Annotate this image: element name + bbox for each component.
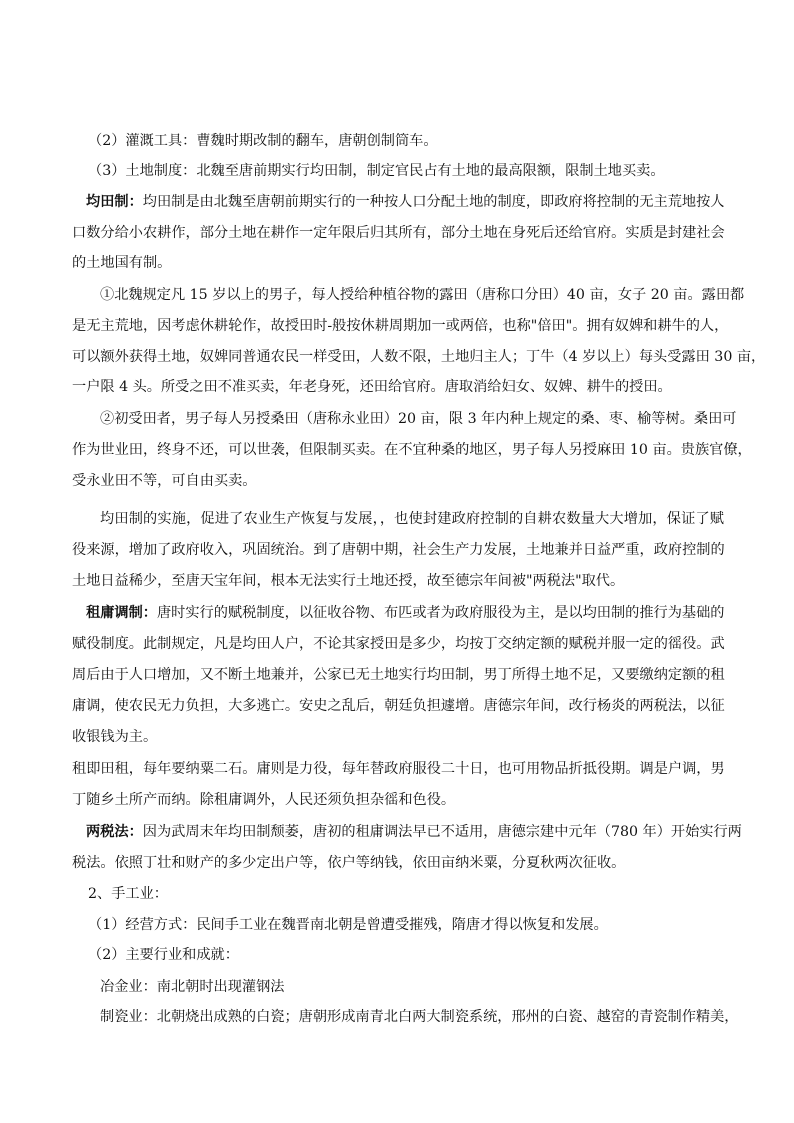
liangshui-line: 税法。依照丁壮和财产的多少定出户等，依户等纳钱，依田亩纳米粟，分夏秋两次征收。: [72, 855, 626, 871]
juntian-term: 均田制：: [86, 194, 143, 210]
irrigation-line: （2）灌溉工具：曹魏时期改制的翻车，唐朝创制筒车。: [88, 133, 438, 149]
para2-line: 作为世业田，终身不还，可以世袭，但限制买卖。在不宜种桑的地区，男子每人另授麻田 10 亩。贵族官僚，: [72, 442, 752, 458]
juntian-line: 口数分给小农耕作，部分土地在耕作一定年限后归其所有，部分土地在身死后还给官府。实质是封建社会: [72, 225, 725, 241]
para3-line: 役来源，增加了政府收入，巩固统治。到了唐朝中期，社会生产力发展，土地兼并日益严重，政府控制的: [72, 542, 725, 558]
zuyongdiao-term: 租庸调制：: [86, 605, 157, 621]
zuyongdiao-text: 唐时实行的赋税制度，以征收谷物、布匹或者为政府服役为主，是以均田制的推行为基础的: [156, 605, 725, 621]
land-system-line: （3）土地制度：北魏至唐前期实行均田制，制定官民占有土地的最高限额，限制土地买卖。: [88, 163, 665, 179]
liangshui-definition-line: [86, 823, 742, 841]
zuyongdiao-line: 庸调，使农民无力负担，大多逃亡。安史之乱后，朝廷负担遽增。唐德宗年间，改行杨炎的两税法，以征: [72, 698, 725, 714]
zuyongdiao-line: 赋役制度。此制规定，凡是均田人户，不论其家授田是多少，均按丁交纳定额的赋税并服一定的徭役。武: [72, 636, 725, 652]
para2-line: ②初受田者，男子每人另授桑田（唐称永业田）20 亩，限 3 年内种上规定的桑、枣、榆等树。桑田可: [100, 411, 737, 427]
management-line: （1）经营方式：民间手工业在魏晋南北朝是曾遭受摧残，隋唐才得以恢复和发展。: [88, 917, 608, 933]
juntian-definition-line: [86, 193, 724, 211]
porcelain-line: 制瓷业：北朝烧出成熟的白瓷；唐朝形成南青北白两大制瓷系统，邢州的白瓷、越窑的青瓷制作精美，: [100, 1009, 739, 1025]
para2-line: 受永业田不等，可自由买卖。: [72, 473, 257, 489]
juntian-line: 的土地国有制。: [72, 255, 172, 271]
zu-line: 租即田租，每年要纳粟二石。庸则是力役，每年替政府服役二十日，也可用物品折抵役期。调是户调，男: [72, 761, 725, 777]
zuyongdiao-line: 收银钱为主。: [72, 729, 158, 745]
para1-line: 可以额外获得土地，奴婢同普通农民一样受田，人数不限，土地归主人；丁牛（4 岁以上）每头受露田 30 亩，: [72, 349, 766, 365]
para1-line: 一户限 4 头。所受之田不准买卖，年老身死，还田给官府。唐取消给妇女、奴婢、耕牛的授田。: [72, 379, 672, 395]
para1-line: 是无主荒地，因考虑休耕轮作，故授田时-般按休耕周期加一或两倍，也称"倍田"。拥有奴婢和耕牛的人，: [72, 318, 729, 334]
juntian-text: 均田制是由北魏至唐朝前期实行的一种按人口分配土地的制度，即政府将控制的无主荒地按人: [142, 194, 725, 210]
para1-line: ①北魏规定凡 15 岁以上的男子，每人授给种植谷物的露田（唐称口分田）40 亩，女子 20 亩。露田都: [100, 287, 745, 303]
zuyongdiao-definition-line: [86, 604, 724, 622]
liangshui-term: 两税法：: [86, 824, 143, 840]
zu-line: 丁随乡土所产而纳。除租庸调外，人民还须负担杂徭和色役。: [72, 792, 456, 808]
main-industries-line: （2）主要行业和成就：: [88, 947, 239, 963]
handicraft-heading: 2、手工业：: [88, 886, 168, 902]
metallurgy-line: 冶金业：南北朝时出现灌钢法: [100, 979, 285, 995]
para3-line: 土地日益稀少，至唐天宝年间，根本无法实行土地还授，故至德宗年间被"两税法"取代。: [72, 573, 625, 589]
liangshui-text: 因为武周末年均田制颓萎，唐初的租庸调法早已不适用，唐德宗建中元年（780 年）开始实行两: [142, 824, 742, 840]
para3-line: 均田制的实施，促进了农业生产恢复与发展，，也使封建政府控制的自耕农数量大大增加，保证了赋: [100, 511, 724, 527]
zuyongdiao-line: 周后由于人口增加，又不断土地兼并，公家已无土地实行均田制，男丁所得土地不足，又要缴纳定额的租: [72, 667, 725, 683]
